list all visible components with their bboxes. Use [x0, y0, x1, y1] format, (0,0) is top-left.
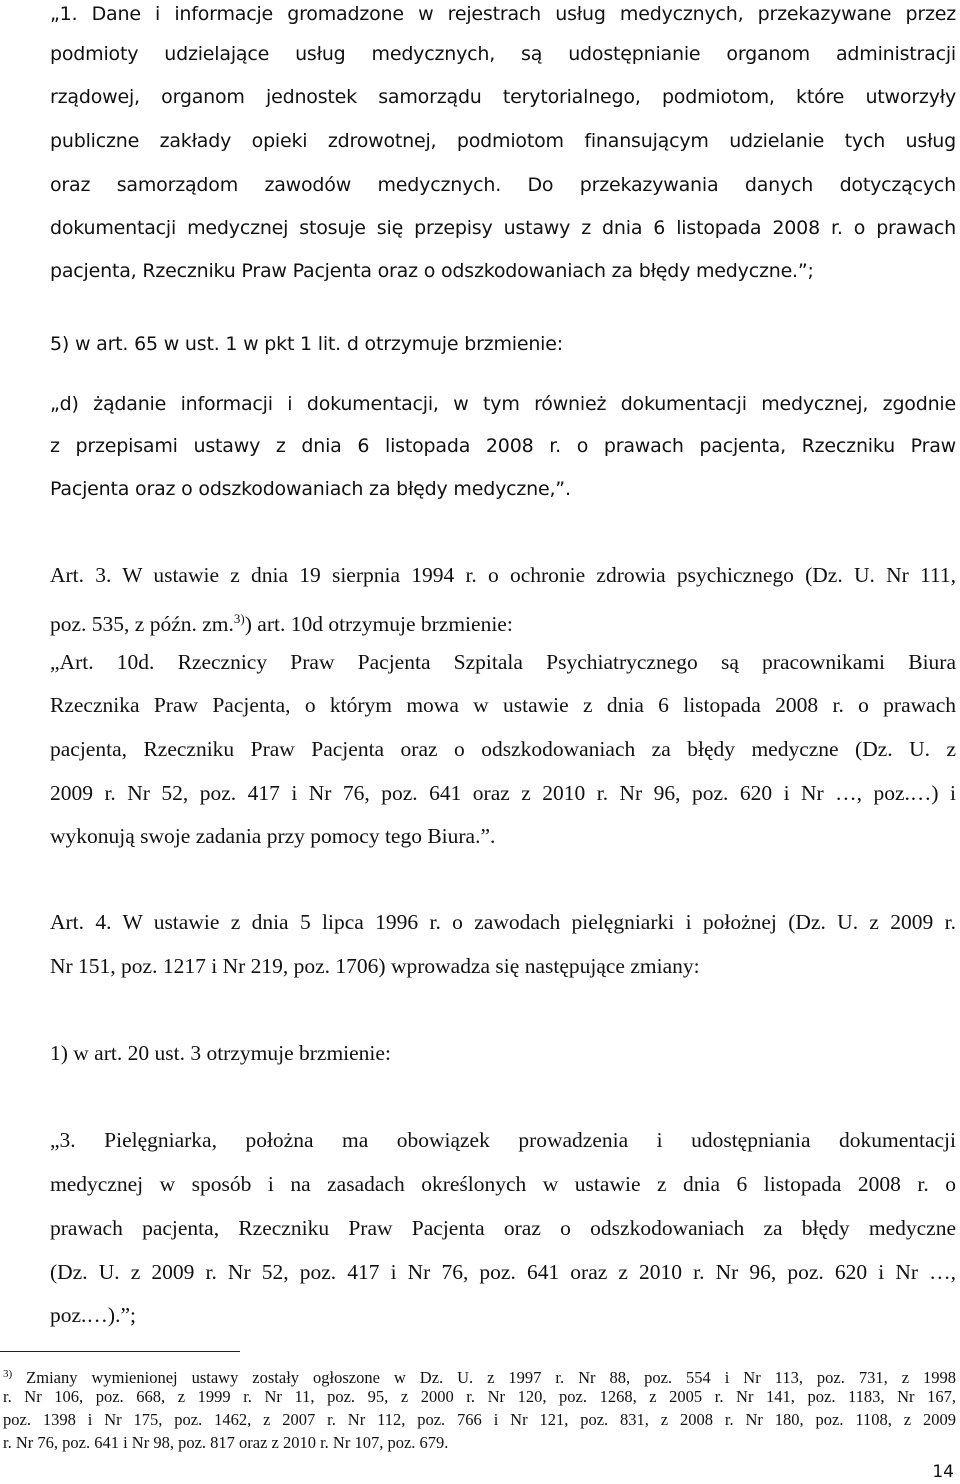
art-10d-line-4: 2009 r. Nr 52, poz. 417 i Nr 76, poz. 641 oraz z 2010 r. Nr 96, poz. 620 i Nr …, poz.…) i: [50, 781, 956, 805]
quote-3-line-1: „3. Pielęgniarka, położna ma obowiązek prowadzenia i udostępniania dokumentacji: [50, 1128, 956, 1152]
footnote-marker: 3): [3, 1368, 13, 1380]
quote-3-line-4: (Dz. U. z 2009 r. Nr 52, poz. 417 i Nr 76, poz. 641 oraz z 2010 r. Nr 96, poz. 620 i Nr …,: [50, 1260, 956, 1284]
quote-3-line-5: poz.…).”;: [50, 1303, 136, 1327]
paragraph-1-line-3: rządowej, organom jednostek samorządu terytorialnego, podmiotom, które utworzyły: [50, 86, 956, 108]
quote-d-line-1: „d) żądanie informacji i dokumentacji, w tym również dokumentacji medycznej, zgodnie: [50, 393, 956, 415]
page-number: 14: [932, 1462, 954, 1482]
paragraph-1-line-2: podmioty udzielające usług medycznych, są udostępnianie organom administracji: [50, 43, 956, 65]
quote-d-line-3: Pacjenta oraz o odszkodowaniach za błędy medyczne,”.: [50, 478, 571, 500]
quote-3-line-2: medycznej w sposób i na zasadach określonych w ustawie z dnia 6 listopada 2008 r. o: [50, 1172, 956, 1196]
art-3-line-1: Art. 3. W ustawie z dnia 19 sierpnia 1994 r. o ochronie zdrowia psychicznego (Dz. U. Nr 111,: [50, 563, 956, 587]
art-10d-line-1: „Art. 10d. Rzecznicy Praw Pacjenta Szpitala Psychiatrycznego są pracownikami Biura: [50, 650, 956, 674]
art-4-line-2: Nr 151, poz. 1217 i Nr 219, poz. 1706) wprowadza się następujące zmiany:: [50, 954, 700, 978]
paragraph-1-line-5: oraz samorządom zawodów medycznych. Do przekazywania danych dotyczących: [50, 174, 956, 196]
footnote-separator: [0, 1351, 240, 1352]
art-3-line-2-text: poz. 535, z późn. zm.: [50, 612, 234, 636]
art-3-line-2-tail: ) art. 10d otrzymuje brzmienie:: [244, 612, 513, 636]
quote-d-line-2: z przepisami ustawy z dnia 6 listopada 2008 r. o prawach pacjenta, Rzeczniku Praw: [50, 435, 956, 457]
art-3-line-2: [50, 605, 956, 636]
footnote-line-3: poz. 1398 i Nr 175, poz. 1462, z 2007 r. Nr 112, poz. 766 i Nr 121, poz. 831, z 2008 r. Nr 180, poz. 1108, z 2009: [3, 1410, 956, 1429]
footnote-reference: 3): [233, 611, 245, 626]
art-10d-line-3: pacjenta, Rzeczniku Praw Pacjenta oraz o odszkodowaniach za błędy medyczne (Dz. U. z: [50, 737, 956, 761]
footnote-line-4: r. Nr 76, poz. 641 i Nr 98, poz. 817 oraz z 2010 r. Nr 107, poz. 679.: [3, 1433, 449, 1452]
paragraph-1-line-7: pacjenta, Rzeczniku Praw Pacjenta oraz o odszkodowaniach za błędy medyczne.”;: [50, 260, 814, 282]
item-5-heading: 5) w art. 65 w ust. 1 w pkt 1 lit. d otrzymuje brzmienie:: [50, 333, 563, 355]
footnote-line-2: r. Nr 106, poz. 668, z 1999 r. Nr 11, poz. 95, z 2000 r. Nr 120, poz. 1268, z 2005 r. Nr 141, poz. 1183, Nr 167,: [3, 1387, 956, 1406]
footnote-line-1-text: Zmiany wymienionej ustawy zostały ogłoszone w Dz. U. z 1997 r. Nr 88, poz. 554 i Nr 113, poz. 731, z 1998: [26, 1368, 956, 1387]
paragraph-1-line-6: dokumentacji medycznej stosuje się przepisy ustawy z dnia 6 listopada 2008 r. o prawach: [50, 217, 956, 239]
art-10d-line-5: wykonują swoje zadania przy pomocy tego Biura.”.: [50, 824, 496, 848]
footnote-line-1: [3, 1364, 956, 1387]
paragraph-1-line-4: publiczne zakłady opieki zdrowotnej, podmiotom finansującym udzielanie tych usług: [50, 130, 956, 152]
paragraph-1-line-1: „1. Dane i informacje gromadzone w rejestrach usług medycznych, przekazywane przez: [50, 3, 956, 25]
quote-3-line-3: prawach pacjenta, Rzeczniku Praw Pacjenta oraz o odszkodowaniach za błędy medyczne: [50, 1216, 956, 1240]
art-4-line-1: Art. 4. W ustawie z dnia 5 lipca 1996 r. o zawodach pielęgniarki i położnej (Dz. U. z 2009 r.: [50, 910, 956, 934]
art-10d-line-2: Rzecznika Praw Pacjenta, o którym mowa w ustawie z dnia 6 listopada 2008 r. o prawach: [50, 693, 956, 717]
item-1-heading: 1) w art. 20 ust. 3 otrzymuje brzmienie:: [50, 1041, 391, 1065]
